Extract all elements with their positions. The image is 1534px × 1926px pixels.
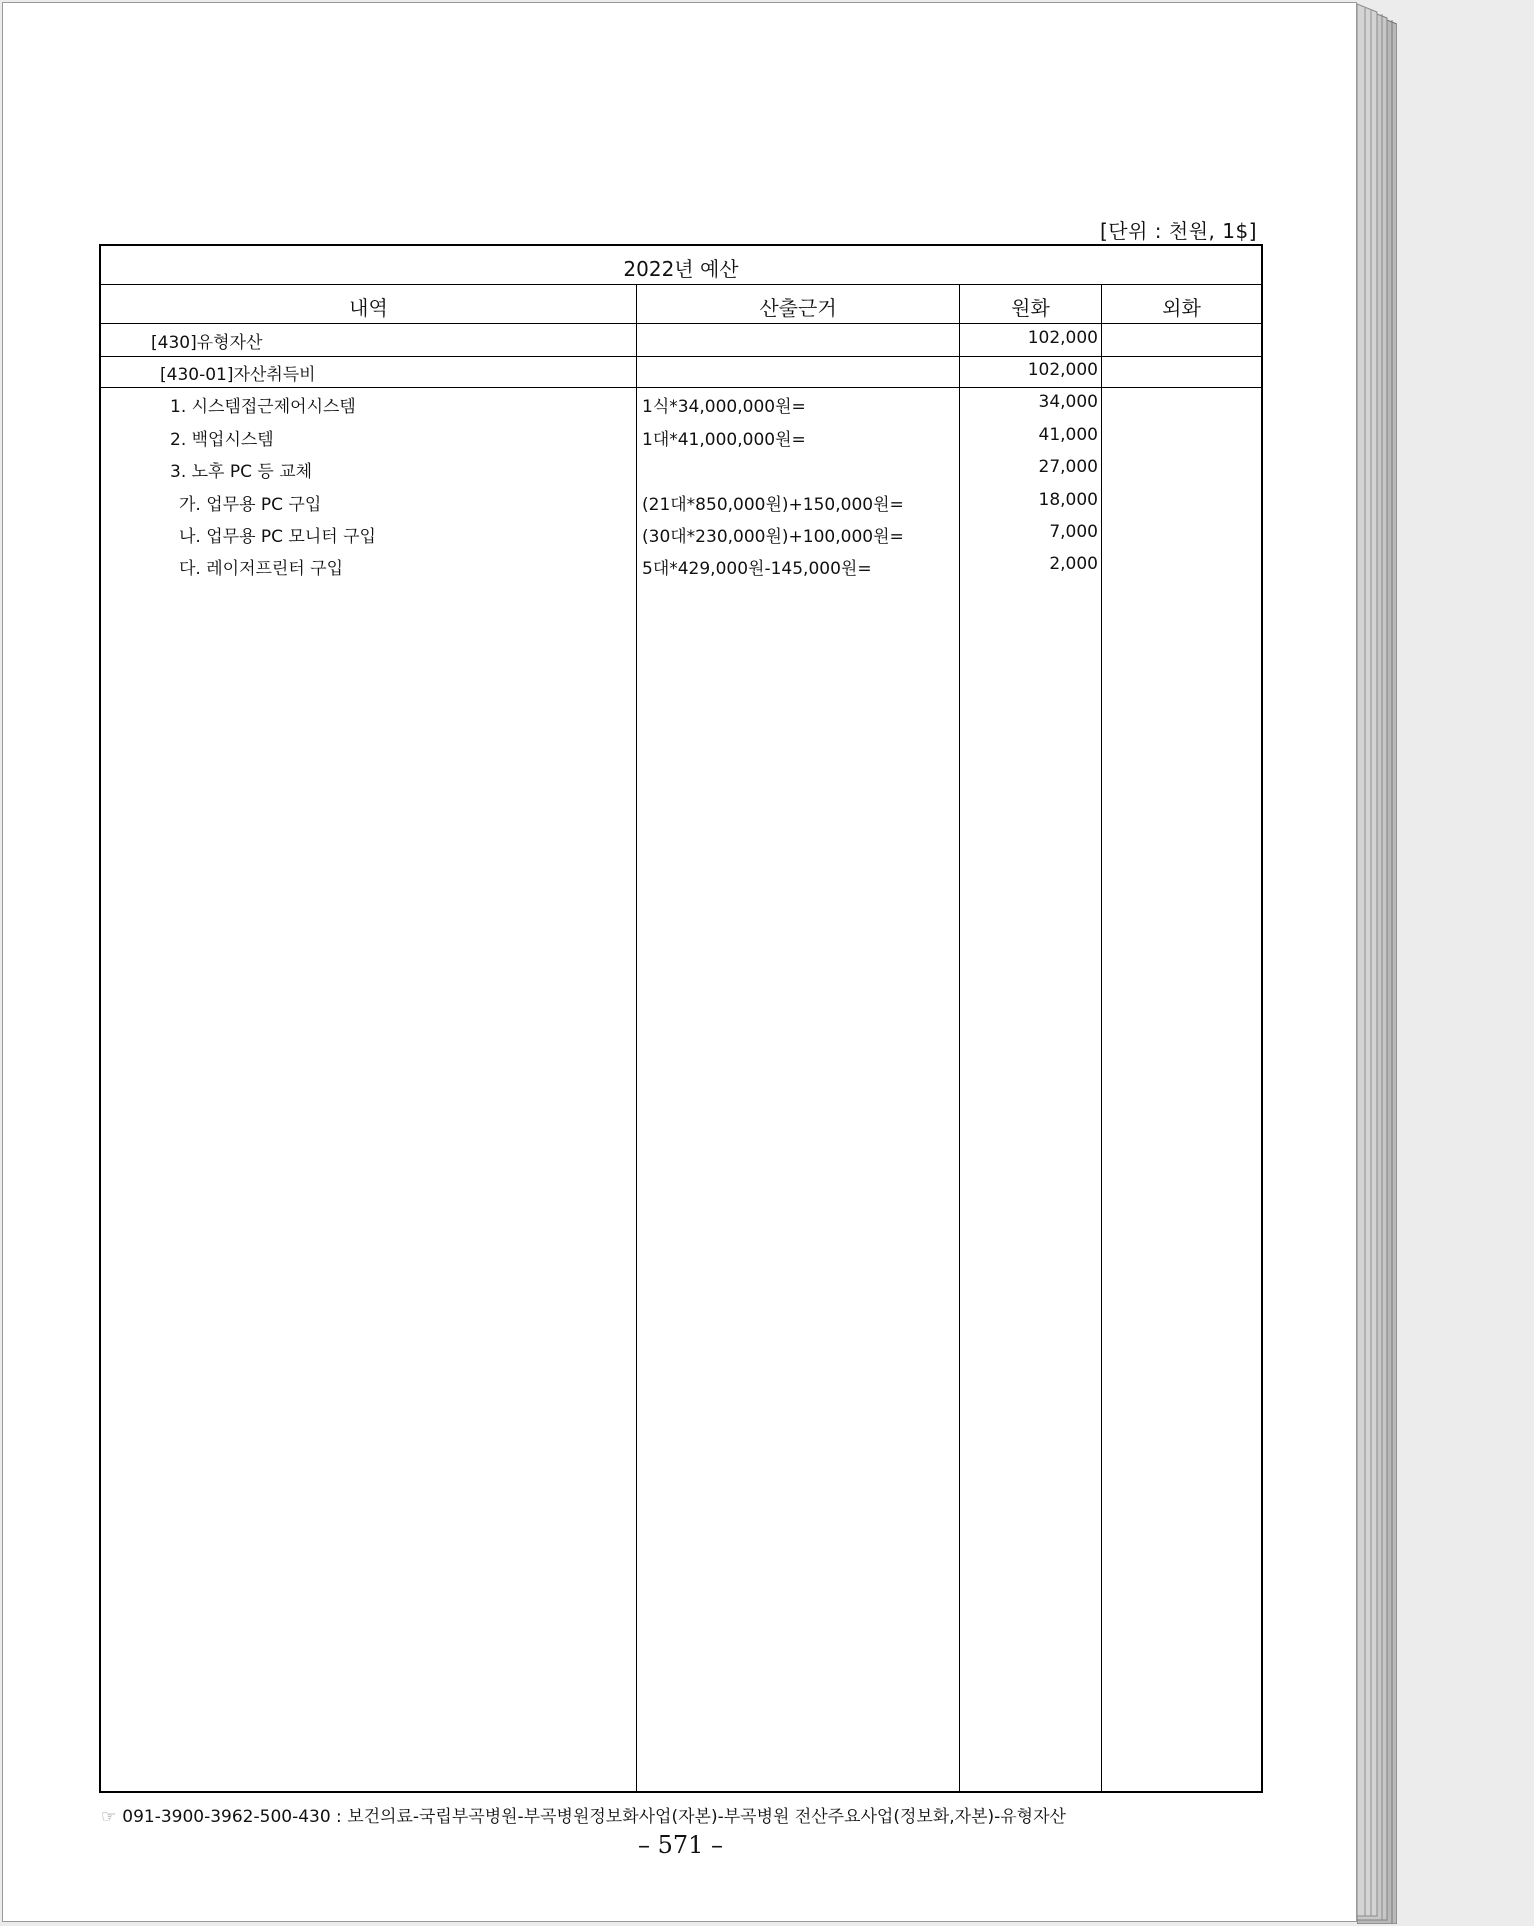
row-item: [430-01]자산취득비 [160, 365, 316, 385]
header-basis: 산출근거 [759, 296, 837, 320]
row-krw: 102,000 [1027, 328, 1098, 348]
row-item: 2. 백업시스템 [170, 430, 274, 450]
table-line [959, 285, 960, 1791]
document-page [2, 2, 1357, 1922]
row-item: 다. 레이저프린터 구입 [179, 559, 344, 579]
header-foreign: 외화 [1162, 296, 1201, 320]
row-krw: 7,000 [1049, 522, 1098, 542]
table-line [1101, 285, 1102, 1791]
row-basis: 1식*34,000,000원= [642, 397, 806, 417]
row-krw: 2,000 [1049, 554, 1098, 574]
table-line [101, 323, 1261, 324]
row-basis: 1대*41,000,000원= [642, 430, 806, 450]
header-item: 내역 [349, 296, 388, 320]
row-item: 1. 시스템접근제어시스템 [170, 397, 356, 417]
table-title: 2022년 예산 [623, 257, 739, 281]
page-number: – 571 – [637, 1831, 724, 1859]
page-edge-front [1357, 4, 1377, 1916]
row-basis: 5대*429,000원-145,000원= [642, 559, 872, 579]
row-item: 가. 업무용 PC 구입 [179, 495, 322, 515]
table-line [101, 284, 1261, 285]
table-line [636, 285, 637, 1791]
budget-table [99, 244, 1263, 1793]
stacked-page-edge [1357, 2, 1397, 1924]
footnote [101, 1802, 1066, 1827]
row-krw: 41,000 [1038, 425, 1098, 445]
table-line [101, 356, 1261, 357]
row-krw: 34,000 [1038, 392, 1098, 412]
row-krw: 27,000 [1038, 457, 1098, 477]
header-krw: 원화 [1011, 296, 1050, 320]
row-basis: (21대*850,000원)+150,000원= [642, 495, 904, 515]
table-line [101, 387, 1261, 388]
row-krw: 102,000 [1027, 360, 1098, 380]
pointing-hand-icon: ☞ [101, 1807, 117, 1827]
row-krw: 18,000 [1038, 490, 1098, 510]
row-basis: (30대*230,000원)+100,000원= [642, 527, 904, 547]
footnote-text: 091-3900-3962-500-430 : 보건의료-국립부곡병원-부곡병원정보화사업(자본)-부곡병원 전산주요사업(정보화,자본)-유형자산 [122, 1807, 1066, 1827]
row-item: [430]유형자산 [151, 333, 263, 353]
row-item: 3. 노후 PC 등 교체 [170, 462, 313, 482]
unit-label: [단위 : 천원, 1$] [1100, 219, 1258, 243]
row-item: 나. 업무용 PC 모니터 구입 [179, 527, 376, 547]
